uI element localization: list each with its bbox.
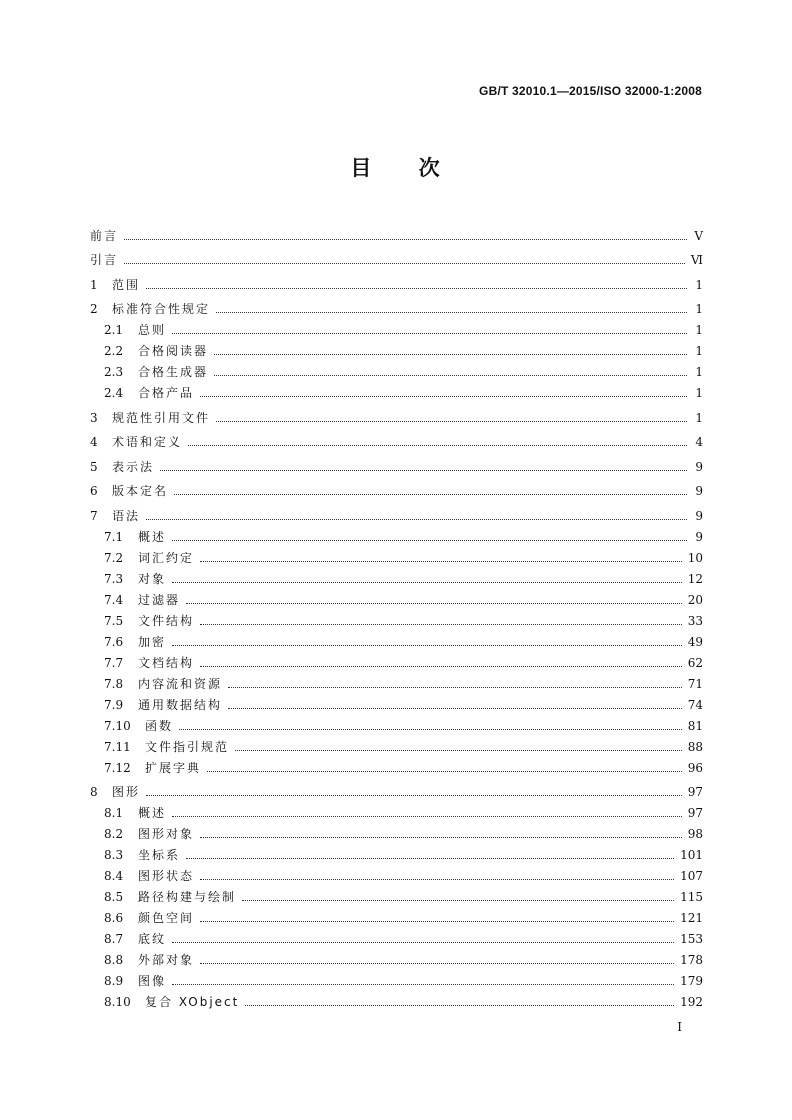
- toc-entry-label: 图形: [112, 785, 141, 799]
- toc-entry[interactable]: [90, 565, 703, 586]
- dot-leader: [172, 645, 682, 646]
- dot-leader: [188, 445, 687, 446]
- toc-entry-number: 3: [90, 410, 98, 425]
- toc-entry-page: 97: [687, 785, 703, 799]
- toc-entry-label: 合格生成器: [138, 365, 209, 379]
- toc-entry[interactable]: [90, 404, 703, 425]
- dot-leader: [200, 879, 674, 880]
- toc-entry-number: 7.4: [104, 592, 124, 607]
- toc-entry-number: 8.6: [104, 911, 124, 925]
- toc-entry-page: 1: [695, 277, 703, 292]
- toc-entry[interactable]: [90, 904, 703, 925]
- toc-entry[interactable]: [90, 754, 703, 775]
- dot-leader: [146, 288, 687, 289]
- toc-entry-page: 49: [687, 634, 703, 649]
- toc-entry-label: 概述: [138, 806, 167, 820]
- toc-entry-page: 1: [695, 302, 703, 316]
- toc-entry[interactable]: [90, 946, 703, 967]
- dot-leader: [214, 375, 687, 376]
- toc-entry[interactable]: [90, 733, 703, 754]
- toc-entry-page: 179: [680, 974, 703, 988]
- toc-entry-label: 版本定名: [112, 484, 169, 498]
- toc-entry-label: 外部对象: [138, 953, 195, 967]
- toc-entry-page: Ⅴ: [694, 228, 703, 243]
- toc-entry-number: 7.10: [104, 718, 131, 733]
- toc-entry-label: 标准符合性规定: [112, 302, 211, 316]
- toc-entry-label: 颜色空间: [138, 911, 195, 925]
- toc-entry[interactable]: [90, 883, 703, 904]
- dot-leader: [235, 750, 682, 751]
- toc-entry-page: 9: [695, 508, 703, 523]
- toc-entry[interactable]: [90, 820, 703, 841]
- toc-entry-page: 1: [695, 410, 703, 425]
- toc-entry[interactable]: [90, 670, 703, 691]
- toc-entry-page: 153: [680, 932, 703, 946]
- toc-entry-number: 8.7: [104, 932, 124, 946]
- toc-entry-number: 8.2: [104, 827, 124, 841]
- toc-entry-number: 7.12: [104, 760, 131, 775]
- table-of-contents: [90, 218, 703, 1009]
- toc-entry-page: 1: [695, 365, 703, 379]
- dot-leader: [172, 942, 674, 943]
- toc-entry-label: 范围: [112, 277, 141, 292]
- toc-entry-page: 192: [680, 995, 703, 1009]
- toc-entry-number: 7.2: [104, 550, 124, 565]
- toc-entry[interactable]: [90, 691, 703, 712]
- toc-entry-number: 7.6: [104, 634, 124, 649]
- dot-leader: [245, 1005, 674, 1006]
- toc-entry-page: 115: [680, 890, 703, 904]
- toc-entry-page: 20: [687, 592, 703, 607]
- toc-entry-page: 9: [695, 529, 703, 544]
- toc-entry-number: 8.5: [104, 890, 124, 904]
- toc-entry[interactable]: [90, 988, 703, 1009]
- toc-entry-label: 坐标系: [138, 848, 181, 862]
- toc-entry[interactable]: [90, 477, 703, 498]
- toc-entry[interactable]: [90, 544, 703, 565]
- toc-entry[interactable]: [90, 453, 703, 474]
- toc-entry-page: 10: [687, 550, 703, 565]
- toc-entry-label: 路径构建与绘制: [138, 890, 237, 904]
- toc-entry-label: 文件结构: [138, 613, 195, 628]
- toc-entry-label: 图形对象: [138, 827, 195, 841]
- toc-entry[interactable]: [90, 316, 703, 337]
- toc-entry-number: 7.7: [104, 655, 124, 670]
- toc-entry-label: 文件指引规范: [145, 739, 230, 754]
- toc-entry-label: 底纹: [138, 932, 167, 946]
- toc-entry-label: 术语和定义: [112, 435, 183, 449]
- toc-entry-number: 8: [90, 785, 98, 799]
- dot-leader: [214, 354, 687, 355]
- toc-entry[interactable]: [90, 246, 703, 267]
- toc-entry-label: 规范性引用文件: [112, 410, 211, 425]
- toc-entry[interactable]: [90, 586, 703, 607]
- dot-leader: [216, 421, 687, 422]
- dot-leader: [200, 666, 682, 667]
- toc-entry-number: 7.11: [104, 739, 131, 754]
- toc-entry-page: 1: [695, 323, 703, 337]
- toc-entry-page: 4: [695, 435, 703, 449]
- toc-entry[interactable]: [90, 523, 703, 544]
- toc-entry-page: 12: [687, 571, 703, 586]
- toc-entry-label: 语法: [112, 508, 141, 523]
- toc-entry[interactable]: [90, 967, 703, 988]
- dot-leader: [200, 624, 682, 625]
- toc-entry-number: 7.9: [104, 697, 124, 712]
- toc-entry-number: 5: [90, 459, 98, 474]
- toc-entry-number: 2.2: [104, 344, 124, 358]
- dot-leader: [172, 540, 687, 541]
- dot-leader: [200, 561, 682, 562]
- standard-code-header: GB/T 32010.1—2015/ISO 32000-1:2008: [479, 84, 702, 98]
- toc-entry-label: 复合 XObject: [145, 995, 240, 1009]
- toc-entry-label: 扩展字典: [145, 760, 202, 775]
- toc-entry-number: 8.3: [104, 848, 124, 862]
- toc-entry-label: 过滤器: [138, 592, 181, 607]
- toc-entry-page: 81: [687, 718, 703, 733]
- toc-entry-number: 2.1: [104, 323, 124, 337]
- dot-leader: [242, 900, 674, 901]
- dot-leader: [172, 816, 682, 817]
- page-number: I: [677, 1020, 682, 1034]
- toc-entry-page: 97: [687, 806, 703, 820]
- toc-entry[interactable]: [90, 841, 703, 862]
- dot-leader: [228, 687, 682, 688]
- dot-leader: [200, 837, 682, 838]
- toc-entry[interactable]: [90, 607, 703, 628]
- toc-entry-label: 表示法: [112, 459, 155, 474]
- toc-entry[interactable]: [90, 502, 703, 523]
- toc-entry[interactable]: [90, 649, 703, 670]
- toc-entry[interactable]: [90, 799, 703, 820]
- toc-entry-page: 101: [680, 848, 703, 862]
- dot-leader: [172, 333, 687, 334]
- toc-entry-page: 74: [687, 697, 703, 712]
- toc-entry-page: 88: [687, 739, 703, 754]
- dot-leader: [124, 263, 685, 264]
- toc-entry-label: 对象: [138, 571, 167, 586]
- toc-entry-label: 总则: [138, 323, 167, 337]
- toc-entry-label: 内容流和资源: [138, 676, 223, 691]
- toc-entry-label: 词汇约定: [138, 550, 195, 565]
- toc-entry-page: 1: [695, 386, 703, 400]
- toc-entry-page: 121: [680, 911, 703, 925]
- toc-entry-number: 7.1: [104, 529, 124, 544]
- toc-entry-label: 通用数据结构: [138, 697, 223, 712]
- toc-entry-label: 文档结构: [138, 655, 195, 670]
- toc-entry-number: 7.8: [104, 676, 124, 691]
- toc-entry[interactable]: [90, 778, 703, 799]
- toc-entry-page: 96: [687, 760, 703, 775]
- toc-entry[interactable]: [90, 379, 703, 400]
- toc-entry-page: 9: [695, 484, 703, 498]
- dot-leader: [216, 312, 687, 313]
- toc-entry-page: 71: [687, 676, 703, 691]
- dot-leader: [146, 795, 682, 796]
- toc-entry-number: 7.5: [104, 613, 124, 628]
- toc-entry-label: 前言: [90, 228, 119, 243]
- dot-leader: [172, 984, 674, 985]
- toc-entry-page: 33: [687, 613, 703, 628]
- dot-leader: [146, 519, 687, 520]
- dot-leader: [160, 470, 687, 471]
- dot-leader: [172, 582, 682, 583]
- toc-entry-number: 4: [90, 435, 98, 449]
- toc-entry-page: 62: [687, 655, 703, 670]
- dot-leader: [200, 921, 674, 922]
- dot-leader: [174, 494, 687, 495]
- toc-entry-page: 98: [687, 827, 703, 841]
- dot-leader: [186, 603, 682, 604]
- toc-entry-number: 2.4: [104, 386, 124, 400]
- dot-leader: [200, 963, 674, 964]
- dot-leader: [228, 708, 682, 709]
- toc-entry[interactable]: [90, 925, 703, 946]
- toc-entry-label: 合格产品: [138, 386, 195, 400]
- toc-entry[interactable]: [90, 271, 703, 292]
- dot-leader: [179, 729, 682, 730]
- toc-entry[interactable]: [90, 222, 703, 243]
- toc-entry-page: Ⅵ: [690, 253, 703, 267]
- toc-entry[interactable]: [90, 295, 703, 316]
- toc-entry-page: 1: [695, 344, 703, 358]
- toc-entry-number: 8.10: [104, 995, 131, 1009]
- toc-entry-page: 9: [695, 459, 703, 474]
- toc-entry-number: 7: [90, 508, 98, 523]
- toc-entry-number: 1: [90, 277, 98, 292]
- toc-entry-label: 图形状态: [138, 869, 195, 883]
- toc-entry-number: 7.3: [104, 571, 124, 586]
- toc-entry-label: 引言: [90, 253, 119, 267]
- toc-entry-label: 概述: [138, 529, 167, 544]
- toc-entry-number: 8.1: [104, 806, 124, 820]
- toc-entry-number: 2.3: [104, 365, 124, 379]
- toc-entry[interactable]: [90, 428, 703, 449]
- toc-title: 目 次: [350, 156, 442, 180]
- toc-entry-number: 8.4: [104, 869, 124, 883]
- toc-entry-number: 8.8: [104, 953, 124, 967]
- dot-leader: [186, 858, 674, 859]
- dot-leader: [207, 771, 682, 772]
- dot-leader: [124, 239, 687, 240]
- toc-entry-number: 8.9: [104, 974, 124, 988]
- toc-entry-label: 加密: [138, 634, 167, 649]
- toc-entry[interactable]: [90, 337, 703, 358]
- toc-entry[interactable]: [90, 712, 703, 733]
- toc-entry-label: 合格阅读器: [138, 344, 209, 358]
- toc-entry-label: 函数: [145, 718, 174, 733]
- toc-entry-number: 2: [90, 302, 98, 316]
- toc-entry-page: 107: [680, 869, 703, 883]
- toc-entry-number: 6: [90, 484, 98, 498]
- toc-entry[interactable]: [90, 628, 703, 649]
- toc-entry[interactable]: [90, 358, 703, 379]
- toc-entry[interactable]: [90, 862, 703, 883]
- dot-leader: [200, 396, 687, 397]
- toc-entry-page: 178: [680, 953, 703, 967]
- toc-entry-label: 图像: [138, 974, 167, 988]
